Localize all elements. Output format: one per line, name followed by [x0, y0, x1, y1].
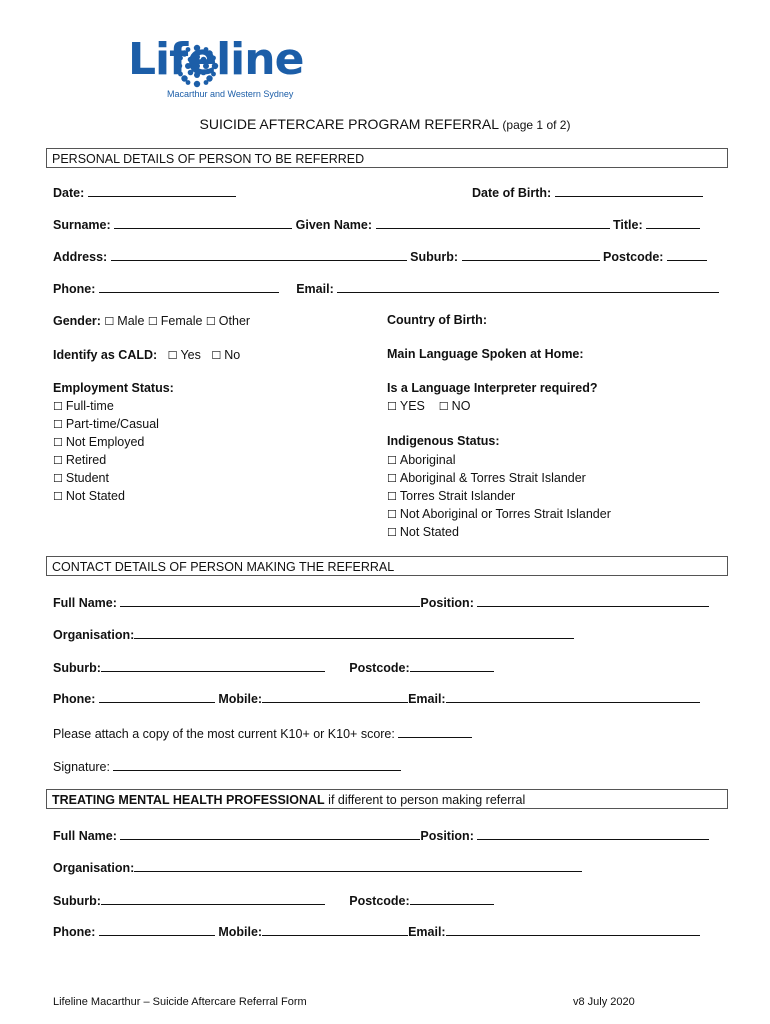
- treating-suburb-field[interactable]: [101, 892, 325, 905]
- phone-field[interactable]: [99, 280, 279, 293]
- indigenous-option-torres[interactable]: ☐ Torres Strait Islander: [387, 489, 516, 503]
- checkbox-icon: ☐: [387, 400, 397, 413]
- employment-option-student[interactable]: ☐ Student: [53, 471, 109, 485]
- checkbox-icon: ☐: [53, 490, 63, 503]
- treating-mobile-label: Mobile:: [218, 925, 263, 939]
- treating-email-field[interactable]: [446, 923, 700, 936]
- contact-header-text: CONTACT DETAILS OF PERSON MAKING THE REFERRAL: [52, 560, 395, 574]
- checkbox-icon: ☐: [53, 472, 63, 485]
- title-page: (page 1 of 2): [502, 118, 571, 132]
- contact-organisation-label: Organisation:: [53, 628, 135, 642]
- treating-section-header: [46, 789, 728, 809]
- contact-position-label: Position:: [420, 596, 474, 610]
- footer-form-name: Lifeline Macarthur – Suicide Aftercare Referral Form: [53, 996, 307, 1008]
- treating-suburb-label: Suburb:: [53, 894, 101, 908]
- postcode-field[interactable]: [667, 248, 707, 261]
- contact-organisation-field[interactable]: [134, 626, 574, 639]
- title-field[interactable]: [646, 216, 700, 229]
- treating-position-field[interactable]: [477, 827, 709, 840]
- interpreter-option-yes[interactable]: ☐ YES: [387, 399, 425, 413]
- contact-mobile-label: Mobile:: [218, 692, 263, 706]
- contact-phone-label: Phone:: [53, 692, 96, 706]
- signature-field[interactable]: [113, 758, 401, 771]
- contact-email-label: Email:: [408, 692, 446, 706]
- employment-option-retired[interactable]: ☐ Retired: [53, 453, 107, 467]
- checkbox-icon: ☐: [205, 315, 216, 328]
- indigenous-option-both[interactable]: ☐ Aboriginal & Torres Strait Islander: [387, 471, 586, 485]
- given-name-field[interactable]: [376, 216, 610, 229]
- treating-position-label: Position:: [420, 829, 474, 843]
- contact-full-name-label: Full Name:: [53, 596, 117, 610]
- employment-option-part-time[interactable]: ☐ Part-time/Casual: [53, 417, 159, 431]
- treating-header-rest: if different to person making referral: [324, 793, 526, 807]
- surname-label: Surname:: [53, 218, 111, 232]
- checkbox-icon: ☐: [387, 472, 397, 485]
- title-label: Title:: [613, 218, 643, 232]
- checkbox-icon: ☐: [387, 526, 397, 539]
- email-label: Email:: [296, 282, 334, 296]
- checkbox-icon: ☐: [147, 315, 158, 328]
- treating-postcode-label: Postcode:: [349, 894, 410, 908]
- checkbox-icon: ☐: [387, 508, 397, 521]
- contact-suburb-field[interactable]: [101, 659, 325, 672]
- checkbox-icon: ☐: [53, 400, 63, 413]
- indigenous-option-neither[interactable]: ☐ Not Aboriginal or Torres Strait Islander: [387, 507, 611, 521]
- postcode-label: Postcode:: [603, 250, 664, 264]
- logo-wordmark: Lifeline: [128, 34, 304, 85]
- contact-mobile-field[interactable]: [262, 690, 408, 703]
- title-main: SUICIDE AFTERCARE PROGRAM REFERRAL: [199, 116, 499, 132]
- contact-email-field[interactable]: [446, 690, 700, 703]
- interpreter-label: Is a Language Interpreter required?: [387, 381, 598, 395]
- contact-full-name-field[interactable]: [120, 594, 420, 607]
- personal-section-header: [46, 148, 728, 168]
- checkbox-icon: ☐: [438, 400, 449, 413]
- suburb-field[interactable]: [462, 248, 600, 261]
- phone-label: Phone:: [53, 282, 96, 296]
- logo-subtitle: Macarthur and Western Sydney: [167, 89, 294, 99]
- contact-position-field[interactable]: [477, 594, 709, 607]
- indigenous-option-aboriginal[interactable]: ☐ Aboriginal: [387, 453, 456, 467]
- signature-label: Signature:: [53, 760, 110, 774]
- treating-mobile-field[interactable]: [262, 923, 408, 936]
- suburb-label: Suburb:: [410, 250, 459, 264]
- employment-label: Employment Status:: [53, 381, 174, 395]
- checkbox-icon: ☐: [387, 454, 397, 467]
- k10-label: Please attach a copy of the most current K10+ or K10+ score:: [53, 727, 395, 741]
- personal-header-text: PERSONAL DETAILS OF PERSON TO BE REFERRED: [52, 152, 365, 166]
- address-label: Address:: [53, 250, 108, 264]
- date-field[interactable]: [88, 184, 236, 197]
- employment-option-full-time[interactable]: ☐ Full-time: [53, 399, 114, 413]
- checkbox-icon: ☐: [53, 454, 63, 467]
- email-field[interactable]: [337, 280, 719, 293]
- address-field[interactable]: [111, 248, 407, 261]
- treating-full-name-label: Full Name:: [53, 829, 117, 843]
- treating-postcode-field[interactable]: [410, 892, 494, 905]
- treating-header-bold: TREATING MENTAL HEALTH PROFESSIONAL: [52, 793, 325, 807]
- checkbox-icon: ☐: [53, 436, 63, 449]
- checkbox-icon: ☐: [104, 315, 115, 328]
- contact-section-header: [46, 556, 728, 576]
- treating-email-label: Email:: [408, 925, 446, 939]
- gender-option-female[interactable]: ☐ Female: [147, 314, 203, 328]
- treating-full-name-field[interactable]: [120, 827, 420, 840]
- indigenous-label: Indigenous Status:: [387, 434, 500, 448]
- cald-option-no[interactable]: ☐ No: [211, 348, 241, 362]
- contact-suburb-label: Suburb:: [53, 661, 101, 675]
- checkbox-icon: ☐: [53, 418, 63, 431]
- date-label: Date:: [53, 186, 85, 200]
- cald-label: Identify as CALD:: [53, 348, 158, 362]
- contact-phone-field[interactable]: [99, 690, 215, 703]
- footer-version: v8 July 2020: [573, 996, 635, 1008]
- employment-option-not-stated[interactable]: ☐ Not Stated: [53, 489, 125, 503]
- checkbox-icon: ☐: [167, 349, 178, 362]
- country-label: Country of Birth:: [387, 313, 487, 327]
- treating-organisation-label: Organisation:: [53, 861, 135, 875]
- k10-field[interactable]: [398, 725, 472, 738]
- page-title: [0, 116, 770, 132]
- surname-field[interactable]: [114, 216, 292, 229]
- checkbox-icon: ☐: [211, 349, 222, 362]
- given-name-label: Given Name:: [295, 218, 373, 232]
- treating-phone-label: Phone:: [53, 925, 96, 939]
- treating-organisation-field[interactable]: [134, 859, 582, 872]
- contact-postcode-field[interactable]: [410, 659, 494, 672]
- dob-label: Date of Birth:: [472, 186, 552, 200]
- interpreter-option-no[interactable]: ☐ NO: [438, 399, 471, 413]
- gender-option-male[interactable]: ☐ Male: [104, 314, 145, 328]
- gender-label: Gender:: [53, 314, 101, 328]
- checkbox-icon: ☐: [387, 490, 397, 503]
- language-label: Main Language Spoken at Home:: [387, 347, 584, 361]
- contact-postcode-label: Postcode:: [349, 661, 410, 675]
- indigenous-option-not-stated[interactable]: ☐ Not Stated: [387, 525, 459, 539]
- gender-option-other[interactable]: ☐ Other: [205, 314, 251, 328]
- cald-option-yes[interactable]: ☐ Yes: [167, 348, 201, 362]
- dob-field[interactable]: [555, 184, 703, 197]
- treating-phone-field[interactable]: [99, 923, 215, 936]
- employment-option-not-employed[interactable]: ☐ Not Employed: [53, 435, 145, 449]
